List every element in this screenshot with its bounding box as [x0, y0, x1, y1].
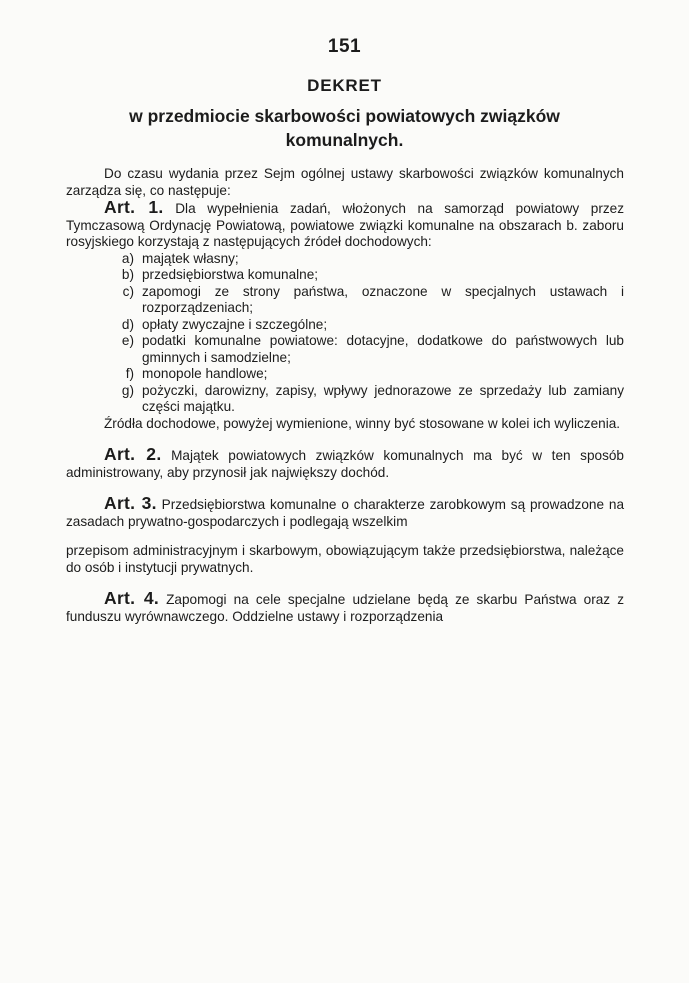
list-item-text: pożyczki, darowizny, zapisy, wpływy jednorazowe ze sprzedaży lub zamiany części majątku.	[142, 382, 624, 414]
page-number: 151	[327, 36, 362, 57]
list-item-text: zapomogi ze strony państwa, oznaczone w specjalnych ustawach i rozporządzeniach;	[142, 283, 624, 315]
article-2-text: Majątek powiatowych związków komunalnych ma być w ten sposób administrowany, aby przynosił jak największy dochód.	[66, 448, 624, 480]
article-4-text: Zapomogi na cele specjalne udzielane będą ze skarbu Państwa oraz z funduszu wyrównawczego. Oddzielne ustawy i rozporządzenia	[66, 592, 625, 624]
income-sources-list	[66, 251, 624, 416]
article-1	[66, 199, 624, 432]
list-item-letter: d)	[121, 316, 134, 332]
article-4	[66, 590, 624, 625]
article-2	[66, 446, 624, 481]
article-3-text-part2: przepisom administracyjnym i skarbowym, obowiązującym także przedsiębiorstwa, należące do osób i instytucji prywatnych.	[66, 543, 624, 575]
list-item-text: opłaty zwyczajne i szczególne;	[142, 316, 328, 332]
list-item-letter: f)	[125, 366, 134, 381]
article-3-heading: Art. 3.	[104, 493, 157, 513]
list-item-text: przedsiębiorstwa komunalne;	[142, 267, 319, 282]
list-item-letter: a)	[121, 250, 134, 266]
list-item-letter: c)	[122, 283, 134, 299]
list-item	[66, 383, 624, 416]
list-item	[66, 333, 624, 366]
subtitle-line-1: w przedmiocie skarbowości powiatowych związków	[129, 106, 560, 126]
list-item-text: podatki komunalne powiatowe: dotacyjne, dodatkowe do państwowych lub gminnych i samodzielne;	[142, 333, 624, 365]
list-item-letter: b)	[121, 267, 134, 282]
list-item	[66, 366, 624, 383]
article-2-heading: Art. 2.	[104, 444, 162, 464]
article-3-text-part1: Przedsiębiorstwa komunalne o charakterze zarobkowym są prowadzone na zasadach prywatno-gospodarczych i podlegają wszelkim	[66, 497, 625, 529]
article-1-heading: Art. 1.	[104, 197, 164, 217]
list-item	[66, 251, 624, 268]
list-item-text: majątek własny;	[142, 250, 239, 266]
list-item	[66, 267, 624, 284]
decree-body	[66, 166, 624, 625]
list-item	[66, 317, 624, 334]
list-item-letter: g)	[121, 382, 134, 398]
article-3	[66, 495, 624, 576]
list-item-text: monopole handlowe;	[142, 366, 268, 381]
article-1-text: Dla wypełnienia zadań, włożonych na samorząd powiatowy przez Tymczasową Ordynację Powiatową, powiatowe związki komunalne na obszarach b. zaboru rosyjskiego korzystają z następujących źródeł dochodowych:	[66, 201, 625, 249]
subtitle-line-2: komunalnych.	[285, 130, 404, 150]
article-4-heading: Art. 4.	[104, 588, 160, 608]
list-item	[66, 284, 624, 317]
list-item-letter: e)	[121, 333, 134, 348]
decree-subtitle	[0, 104, 689, 152]
article-1-closing: Źródła dochodowe, powyżej wymienione, winny być stosowane w kolei ich wyliczenia.	[104, 415, 621, 431]
decree-title: DEKRET	[307, 76, 382, 95]
intro-paragraph: Do czasu wydania przez Sejm ogólnej ustawy skarbowości związków komunalnych zarządza się, co następuje:	[66, 166, 624, 198]
